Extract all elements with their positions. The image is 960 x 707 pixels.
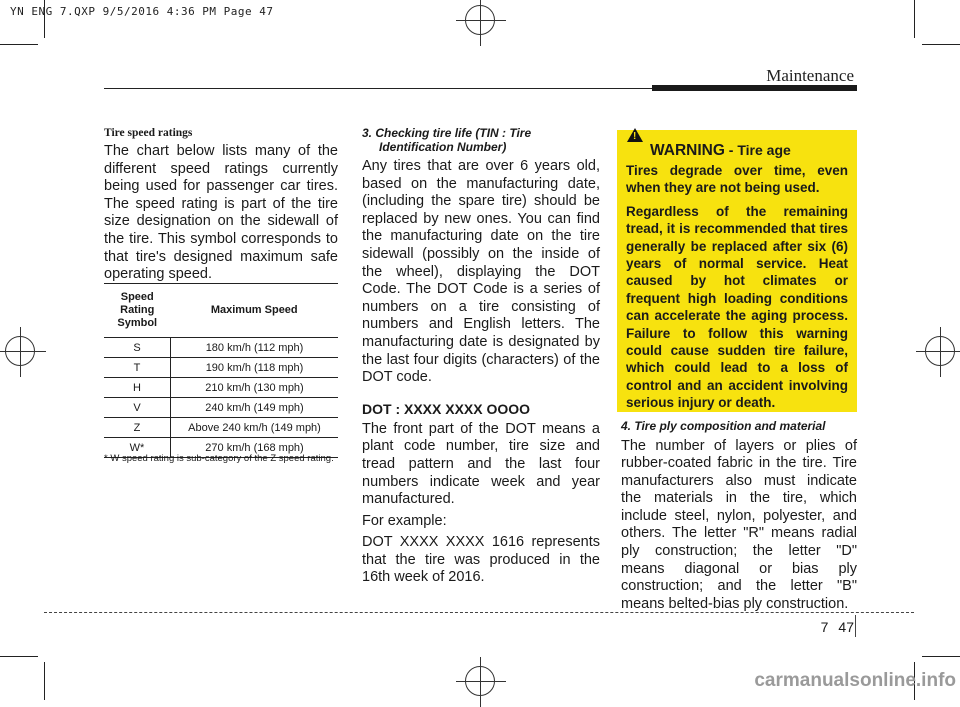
page-number-separator (855, 615, 856, 637)
example-label: For example: (362, 512, 447, 529)
table-row (104, 378, 338, 398)
max-speed: 240 km/h (149 mph) (171, 398, 339, 418)
crop-mark (44, 662, 45, 700)
dot-code-body: The front part of the DOT means a plant code number, tire size and tread pattern and the last four numbers indicate week and year manufactured. (362, 420, 600, 508)
warning-text-2: Regardless of the remaining tread, it is recommended that tires generally be replaced after six (6) years of normal service. Heat caused by hot climates or frequent high loading conditions can accelerate the aging process. Failure to follow this warning could cause sudden tire failure, which could lead to a loss of control and an accident involving serious injury or death. (626, 203, 848, 411)
speed-symbol: W* (104, 438, 171, 458)
dot-code-heading: DOT : XXXX XXXX OOOO (362, 400, 531, 417)
speed-symbol: T (104, 358, 171, 378)
page-number (821, 619, 854, 635)
warning-title (626, 131, 848, 160)
registration-mark (5, 336, 35, 366)
chapter-number: 7 (820, 619, 829, 635)
warning-subtitle: - Tire age (724, 142, 791, 158)
tin-heading-line1: 3. Checking tire life (TIN : Tire (362, 126, 532, 140)
print-slug: YN ENG 7.QXP 9/5/2016 4:36 PM Page 47 (10, 5, 274, 18)
page-number-value: 47 (838, 619, 854, 635)
speed-symbol: V (104, 398, 171, 418)
section-title: Maintenance (766, 66, 854, 85)
warning-triangle-icon: ! (627, 128, 643, 142)
ply-heading: 4. Tire ply composition and material (621, 419, 826, 433)
table-header-row (104, 283, 338, 338)
crop-mark (0, 656, 38, 657)
max-speed: 180 km/h (112 mph) (171, 338, 339, 358)
table-row (104, 358, 338, 378)
speed-symbol: H (104, 378, 171, 398)
speed-ratings-body: The chart below lists many of the different speed ratings currently being used for passenger car tires. The speed rating is part of the tire size designation on the sidewall of the tire. This symbol corresponds to that tire's designed maximum safe operating speed. (104, 143, 338, 283)
warning-word: WARNING (650, 142, 725, 159)
table-footnote: * W speed rating is sub-category of the Z speed rating. (104, 453, 334, 464)
max-speed: Above 240 km/h (149 mph) (171, 418, 339, 438)
max-speed: 190 km/h (118 mph) (171, 358, 339, 378)
max-speed: 210 km/h (130 mph) (171, 378, 339, 398)
tin-body: Any tires that are over 6 years old, based on the manufacturing date, (including the spare tire) should be replaced by new ones. You can find the manufacturing date on the tire sidewall (possibly on the inside of the wheel), displaying the DOT Code. The DOT Code is a series of numbers on a tire consisting of numbers and English letters. The manufacturing date is designated by the last four digits (characters) of the DOT code. (362, 158, 600, 386)
ply-section (621, 420, 857, 613)
example-body: DOT XXXX XXXX 1616 represents that the tire was produced in the 16th week of 2016. (362, 534, 600, 586)
warning-text-1: Tires degrade over time, even when they are not being used. (626, 163, 848, 196)
max-speed: 270 km/h (168 mph) (171, 438, 339, 458)
speed-ratings-section (104, 127, 338, 284)
tin-heading-line2: Identification Number) (379, 139, 507, 154)
header-rule-bar (652, 85, 857, 91)
speed-ratings-heading: Tire speed ratings (104, 127, 193, 139)
speed-symbol-header: Speed Rating Symbol (104, 283, 171, 338)
table-row (104, 338, 338, 358)
crop-mark (922, 656, 960, 657)
max-speed-header: Maximum Speed (171, 283, 339, 338)
registration-mark (925, 336, 955, 366)
tin-section (362, 127, 600, 587)
warning-box (617, 130, 857, 412)
table-row (104, 418, 338, 438)
registration-mark (465, 5, 495, 35)
speed-symbol: Z (104, 418, 171, 438)
footer-rule (44, 612, 914, 613)
header-rule (104, 88, 652, 89)
watermark: carmanualsonline.info (754, 670, 956, 691)
table-row (104, 398, 338, 418)
ply-body: The number of layers or plies of rubber-coated fabric in the tire. Tire manufacturers also must indicate the materials in the tire, which include steel, nylon, polyester, and others. The letter "R" means radial ply construction; the letter "D" means diagonal or bias ply construction; and the letter "B" means belted-bias ply construction. (621, 437, 857, 612)
crop-mark (0, 44, 38, 45)
crop-mark (914, 0, 915, 38)
speed-rating-table (104, 283, 338, 458)
registration-mark (465, 666, 495, 696)
crop-mark (922, 44, 960, 45)
speed-symbol: S (104, 338, 171, 358)
tin-heading (362, 127, 600, 154)
